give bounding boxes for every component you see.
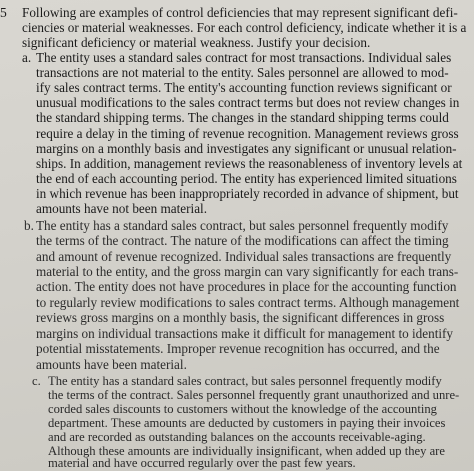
item-b-line: the terms of the contract. The nature of the modifications can affect the timing — [36, 233, 449, 248]
question-number: 5 — [0, 5, 7, 20]
intro-line: significant deficiency or material weakness. Justify your decision. — [22, 35, 371, 50]
item-b-line: amounts have been material. — [36, 357, 187, 372]
item-a-line: amounts have not been material. — [36, 201, 208, 216]
item-b-line: reviews gross margins on a monthly basis, the significant differences in gross — [36, 310, 445, 325]
item-c-line: The entity has a standard sales contract, but sales personnel frequently modify — [48, 374, 442, 388]
item-c-line: department. These amounts are deducted by customers in paying their invoices — [48, 416, 446, 430]
item-a-line: unusual modifications to the sales contract terms but does not review changes in — [36, 95, 460, 110]
item-a-line: the standard shipping terms. The changes in the standard shipping terms could — [36, 110, 449, 125]
item-b-marker: b. — [24, 218, 34, 233]
item-b-line: potential misstatements. Improper revenue recognition has occurred, and the — [36, 341, 440, 356]
item-b-line: margins on individual transactions make it difficult for management to identify — [36, 326, 454, 341]
item-c-line: corded sales discounts to customers without the knowledge of the accounting — [48, 402, 437, 416]
item-c-line: the terms of the contract. Sales personnel frequently grant unauthorized and unre- — [48, 388, 460, 402]
item-a-line: ify sales contract terms. The entity's accounting function reviews significant or — [36, 80, 452, 95]
item-a-line: the end of each accounting period. The entity has experienced limited situations — [36, 171, 457, 186]
item-b-line: material to the entity, and the gross margin can vary significantly for each trans- — [36, 264, 459, 279]
item-c-marker: c. — [32, 374, 41, 388]
intro-line: Following are examples of control deficiencies that may represent significant defi- — [22, 5, 458, 20]
item-b-line: and amount of revenue recognized. Individual sales transactions are frequently — [36, 249, 452, 264]
item-c-line: and are recorded as outstanding balances on the accounts receivable-aging. — [48, 430, 426, 444]
intro-line: ciencies or material weaknesses. For each control deficiency, indicate whether it is a — [22, 20, 467, 35]
item-b-line: The entity has a standard sales contract, but sales personnel frequently modify — [36, 218, 449, 233]
item-b-line: action. The entity does not have procedures in place for the accounting function — [36, 279, 457, 294]
item-a-line: margins on a monthly basis and investigates any significant or unusual relation- — [36, 141, 457, 156]
item-a-marker: a. — [22, 50, 32, 65]
item-a-line: ships. In addition, management reviews the reasonableness of inventory levels at — [36, 156, 463, 171]
item-c-line: Although these amounts are individually insignificant, when added up they are — [48, 444, 445, 458]
item-a-line: transactions are not material to the entity. Sales personnel are allowed to mod- — [36, 65, 449, 80]
item-b-line: to regularly review modifications to sales contract terms. Although management — [36, 295, 460, 310]
item-a-line: The entity uses a standard sales contract for most transactions. Individual sales — [36, 50, 452, 65]
item-a-line: require a delay in the timing of revenue recognition. Management reviews gross — [36, 126, 459, 141]
item-c-line: material and have occurred regularly over the past few years. — [48, 456, 356, 470]
item-a-line: in which revenue has been inappropriately recorded in advance of shipment, but — [36, 186, 459, 201]
